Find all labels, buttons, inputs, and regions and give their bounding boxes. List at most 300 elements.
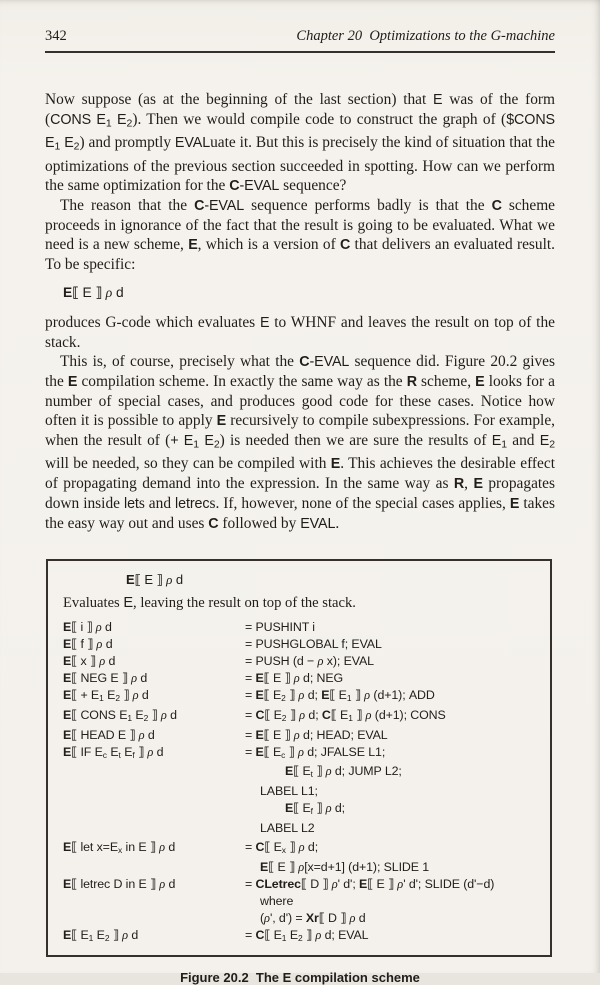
text-segment: = PUSHGLOBAL f; EVAL: [245, 636, 382, 651]
text-segment: d; NEG: [299, 670, 344, 685]
text-segment: 2: [104, 932, 110, 943]
rule-rhs: [245, 727, 540, 744]
text-segment: ρ: [298, 859, 305, 874]
rule-rhs-line: [245, 763, 540, 783]
text-segment: followed by: [218, 514, 301, 532]
text-segment: ⟧: [149, 876, 160, 891]
text-segment: x); EVAL: [323, 653, 374, 668]
text-segment: d; JUMP L2;: [331, 764, 402, 779]
text-segment: E⟦: [63, 653, 81, 668]
figure-description: [63, 595, 540, 612]
text-segment: ⟧: [316, 764, 326, 779]
rule-rhs: [245, 653, 540, 670]
text-segment: ⟧: [288, 744, 298, 759]
text-segment: ρ: [298, 687, 305, 702]
text-segment: =: [245, 727, 256, 742]
rule-lhs: [63, 727, 245, 744]
text-segment: x: [117, 844, 123, 855]
text-segment: ⟧: [121, 670, 132, 685]
rule-rhs-line: [245, 653, 540, 670]
text-segment: , leaving the result on top of the stack.: [133, 594, 356, 611]
rule-lhs: [63, 927, 245, 947]
text-segment: letrec D in E: [80, 876, 150, 891]
text-segment: + E: [80, 687, 100, 702]
rule-lhs: [63, 744, 245, 764]
text-segment: ρ: [138, 727, 145, 742]
text-segment: E: [120, 744, 133, 759]
text-segment: ⟧: [387, 876, 398, 891]
text-segment: E: [376, 876, 388, 891]
rule-row: [63, 653, 540, 670]
text-segment: ρ: [264, 910, 270, 925]
text-segment: -EVAL: [204, 197, 245, 214]
text-segment: E⟦: [285, 764, 303, 779]
text-segment: E⟦: [255, 670, 273, 685]
rule-row: [63, 839, 540, 876]
text-segment: f: [80, 636, 88, 651]
text-segment: =: [245, 687, 256, 702]
rule-row: [63, 687, 540, 707]
text-segment: d: [165, 876, 176, 891]
text-segment: E⟦: [63, 636, 81, 651]
text-segment: C⟦: [255, 927, 274, 942]
text-segment: ⟧: [149, 840, 160, 855]
text-segment: E: [272, 670, 285, 685]
text-segment: 1: [193, 438, 200, 450]
rule-lhs: [63, 670, 245, 687]
rule-row: [63, 670, 540, 687]
text-segment: ρ: [365, 707, 372, 722]
text-segment: ρ: [331, 876, 338, 891]
text-segment: C⟦: [255, 840, 274, 855]
text-segment: E: [340, 707, 349, 722]
text-segment: d: [172, 571, 184, 587]
text-segment: sequence?: [279, 176, 347, 194]
paragraph: [45, 313, 555, 352]
text-segment: ρ: [315, 927, 322, 942]
rule-lhs: [63, 636, 245, 653]
text-segment: d: [105, 653, 116, 668]
text-segment: , which is a version of: [197, 235, 341, 253]
rule-row: [63, 707, 540, 727]
text-segment: 2: [298, 932, 303, 943]
text-segment: =: [245, 707, 256, 722]
text-segment: E: [433, 92, 443, 108]
text-segment: ρ: [293, 670, 300, 685]
text-segment: E: [107, 744, 119, 759]
text-segment: scheme proceeds in ignorance of the fact that the result is going to be evaluated. What we need is a new scheme,: [45, 196, 555, 253]
text-segment: E⟦: [63, 876, 81, 891]
rule-rhs: [245, 636, 540, 653]
text-segment: E: [273, 707, 282, 722]
text-segment: E⟦: [260, 859, 278, 874]
text-segment: x: [281, 844, 287, 855]
text-segment: in E: [122, 840, 150, 855]
text-segment: E: [82, 284, 96, 300]
text-segment: This is, of course, precisely what the: [60, 352, 300, 370]
text-segment: 1: [54, 141, 61, 153]
text-segment: 2: [213, 438, 220, 450]
text-segment: -EVAL: [239, 177, 280, 194]
text-segment: ⟧: [284, 727, 294, 742]
text-segment: d: [102, 636, 113, 651]
text-segment: let x=E: [80, 840, 118, 855]
text-segment: NEG E: [80, 670, 122, 685]
text-segment: E: [539, 432, 550, 449]
rule-rhs-line: [245, 707, 540, 727]
text-segment: ⟧: [156, 571, 167, 587]
text-segment: The reason that the: [60, 196, 195, 214]
text-segment: ⟧: [289, 707, 300, 722]
figure-caption: Figure 20.2 The E compilation scheme: [180, 969, 420, 985]
text-segment: d: [355, 910, 366, 925]
text-segment: ρ: [159, 840, 166, 855]
rule-rhs-line: [245, 800, 540, 820]
text-segment: ⟧: [138, 744, 148, 759]
page-number: 342: [45, 28, 67, 44]
rule-lhs: [63, 707, 245, 727]
text-segment: 2: [143, 712, 149, 723]
text-segment: E⟦: [63, 687, 81, 702]
text-segment: 1: [281, 932, 287, 943]
text-segment: D: [310, 876, 323, 891]
text-segment: d: [144, 727, 155, 742]
text-segment: Evaluates: [63, 594, 124, 611]
text-segment: C: [340, 236, 351, 253]
text-segment: E: [277, 859, 289, 874]
text-segment: ⟧: [86, 619, 96, 634]
text-segment: ) is needed then we are sure the results of: [219, 431, 492, 449]
paragraph: [45, 196, 555, 274]
text-segment: ρ: [364, 687, 371, 702]
text-segment: E: [302, 801, 311, 816]
text-segment: f: [310, 806, 313, 817]
figure-heading: [126, 572, 540, 588]
text-segment: ⟧: [354, 687, 365, 702]
text-segment: ⟧: [284, 670, 294, 685]
text-segment: ρ: [293, 727, 300, 742]
running-head: Chapter 20 Optimizations to the G-machine: [296, 28, 555, 44]
text-segment: ⟧: [151, 707, 161, 722]
text-segment: c: [281, 749, 286, 760]
text-segment: ρ: [99, 653, 106, 668]
rule-lhs: [63, 653, 245, 670]
text-segment: E⟦: [285, 801, 303, 816]
rule-rhs-line: [245, 687, 540, 707]
rule-row: [63, 927, 540, 947]
text-segment: E⟦: [63, 727, 81, 742]
text-segment: ⟧: [123, 687, 133, 702]
text-segment: EVAL: [174, 135, 211, 152]
text-segment: HEAD E: [80, 727, 130, 742]
text-segment: C: [208, 515, 219, 532]
rule-rhs: [245, 670, 540, 687]
text-segment: d;: [305, 707, 322, 722]
text-segment: ' d'; SLIDE (d'−d): [403, 876, 495, 891]
text-segment: E⟦: [63, 619, 81, 634]
text-segment: ⟧: [316, 801, 326, 816]
text-segment: compilation scheme. In exactly the same way as the: [77, 372, 407, 390]
text-segment: E: [272, 744, 282, 759]
text-segment: E: [111, 112, 127, 128]
text-segment: -EVAL: [309, 353, 350, 370]
text-segment: scheme,: [416, 372, 476, 390]
rule-rhs: [245, 876, 540, 927]
text-segment: C: [299, 353, 310, 370]
text-segment: E: [67, 373, 78, 390]
rule-lhs: [63, 687, 245, 707]
text-segment: E: [273, 840, 282, 855]
text-segment: =: [245, 927, 256, 942]
text-segment: ⟧: [289, 840, 299, 855]
text-segment: E⟦: [63, 744, 81, 759]
text-segment: d: [101, 619, 112, 634]
text-segment: ⟧: [356, 707, 366, 722]
text-segment: E⟦: [255, 727, 273, 742]
text-segment: CONS E: [80, 707, 128, 722]
page-header: [45, 28, 555, 53]
rule-rhs-line: [245, 783, 540, 800]
rule-rhs-line: [245, 859, 540, 876]
text-segment: letrec: [175, 495, 210, 512]
text-segment: EVAL: [300, 515, 336, 532]
rule-row: [63, 636, 540, 653]
text-segment: 1: [127, 712, 133, 723]
text-segment: E: [132, 707, 144, 722]
text-segment: and: [507, 431, 540, 449]
text-segment: ⟧: [87, 636, 97, 651]
text-segment: c: [102, 749, 107, 760]
text-segment: ρ: [159, 876, 166, 891]
rule-rhs: [245, 744, 540, 838]
text-segment: ρ: [131, 670, 138, 685]
text-segment: IF E: [80, 744, 103, 759]
text-segment: 2: [549, 438, 556, 450]
rule-rhs: [245, 839, 540, 876]
text-segment: 1: [105, 118, 112, 130]
text-segment: ρ: [349, 910, 356, 925]
text-segment: d;: [304, 687, 322, 702]
rule-rhs: [245, 619, 540, 636]
rule-lhs: [63, 876, 245, 893]
text-segment: ρ: [122, 927, 129, 942]
text-segment: E⟦: [63, 707, 81, 722]
text-segment: (: [260, 910, 265, 925]
figure-box: [46, 559, 552, 957]
text-segment: ρ: [96, 636, 103, 651]
text-segment: 1: [99, 692, 104, 703]
text-segment: 1: [348, 712, 353, 723]
text-segment: E: [103, 687, 116, 702]
text-segment: let: [123, 495, 139, 512]
text-segment: C⟦: [321, 707, 341, 722]
text-segment: E: [286, 927, 298, 942]
text-segment: ρ: [397, 876, 404, 891]
text-segment: C⟦: [255, 707, 274, 722]
rule-rhs-line: [245, 820, 540, 837]
text-segment: d; HEAD; EVAL: [299, 727, 388, 742]
text-segment: =: [245, 670, 256, 685]
text-segment: D: [328, 910, 341, 925]
text-segment: E⟦: [63, 670, 81, 685]
text-segment: t: [118, 749, 121, 760]
text-segment: E⟦: [321, 687, 339, 702]
text-segment: E: [272, 727, 285, 742]
text-segment: d: [112, 284, 124, 300]
text-segment: E: [216, 412, 227, 429]
text-segment: t: [310, 769, 313, 780]
text-segment: C: [491, 197, 502, 214]
text-segment: ρ: [325, 801, 332, 816]
text-segment: E: [199, 432, 214, 449]
text-segment: E: [260, 314, 270, 331]
text-segment: d: [138, 687, 149, 702]
text-segment: LABEL L1;: [260, 784, 318, 799]
paragraph: [45, 90, 555, 196]
paragraph: [45, 352, 555, 534]
text-segment: d; JFALSE L1;: [303, 744, 386, 759]
text-segment: that delivers an evaluated result. To be specific:: [45, 235, 555, 273]
rule-rhs-line: [245, 619, 540, 636]
rule-rhs-line: [245, 744, 540, 764]
text-segment: d: [166, 707, 177, 722]
text-segment: =: [245, 744, 256, 759]
text-segment: 2: [126, 118, 133, 130]
text-segment: E: [80, 927, 89, 942]
text-segment: d: [128, 927, 139, 942]
text-segment: Now suppose (as at the beginning of the last section) that: [45, 91, 434, 108]
text-segment: E: [491, 432, 502, 449]
text-segment: 2: [281, 692, 286, 703]
text-segment: d;: [331, 801, 346, 816]
text-segment: CLetrec⟦: [255, 876, 311, 891]
text-segment: =: [245, 840, 256, 855]
text-segment: ⟧: [289, 687, 299, 702]
text-segment: ⟧: [95, 284, 106, 300]
text-segment: E: [188, 236, 198, 253]
rule-rhs-line: [245, 839, 540, 859]
text-segment: d; EVAL: [321, 927, 369, 942]
text-segment: takes the easy way out and uses: [45, 494, 555, 532]
text-segment: ρ: [317, 653, 324, 668]
text-segment: E⟦: [63, 927, 81, 942]
text-segment: CONS E: [50, 112, 106, 128]
text-segment: (d+1); CONS: [371, 707, 446, 722]
text-segment: E: [330, 455, 341, 472]
text-segment: Xr⟦: [305, 910, 329, 925]
text-segment: d: [153, 744, 164, 759]
rule-rhs: [245, 707, 540, 727]
text-segment: ⟧: [129, 727, 139, 742]
text-segment: ρ: [160, 707, 167, 722]
text-segment: ,: [464, 474, 474, 492]
text-segment: C: [229, 177, 240, 194]
rule-rhs-line: [245, 670, 540, 687]
text-segment: s and: [138, 494, 176, 512]
text-segment: C: [194, 197, 205, 214]
text-segment: R: [453, 475, 465, 492]
text-segment: E: [144, 571, 157, 587]
rule-rhs-line: [245, 927, 540, 947]
text-segment: = PUSHINT i: [245, 619, 315, 634]
text-segment: ρ: [297, 744, 304, 759]
text-segment: ρ: [147, 744, 154, 759]
body-text: [45, 90, 555, 534]
text-segment: recursively to compile subexpressions. For example, when the result of (: [45, 411, 555, 449]
rule-rhs-line: [245, 876, 540, 893]
text-segment: $CONS E: [45, 112, 555, 152]
text-segment: ⟧: [340, 910, 350, 925]
text-segment: E⟦: [255, 744, 273, 759]
rule-row: [63, 744, 540, 838]
text-segment: d;: [304, 840, 319, 855]
text-segment: R: [406, 373, 417, 390]
text-segment: propagates down inside: [45, 474, 556, 512]
text-segment: sequence performs badly is that the: [244, 196, 492, 214]
rule-rhs-line: [245, 727, 540, 744]
text-segment: ', d') =: [269, 910, 306, 925]
rule-lhs: [63, 839, 245, 859]
text-segment: E⟦: [63, 284, 83, 300]
text-segment: .: [335, 514, 340, 532]
text-segment: = PUSH (d −: [245, 653, 318, 668]
text-segment: . This achieves the desirable effect of propagating demand into the expression. In the same way as: [45, 454, 555, 492]
text-segment: d: [137, 670, 148, 685]
text-segment: f: [132, 749, 135, 760]
text-segment: produces G-code which evaluates: [45, 313, 260, 331]
rule-row: [63, 876, 540, 927]
text-segment: ρ: [166, 571, 173, 587]
text-segment: E: [60, 135, 74, 152]
text-segment: ). Then we would compile code to construct the graph of (: [132, 111, 507, 128]
text-segment: E⟦: [126, 571, 145, 587]
text-segment: E⟦: [359, 876, 377, 891]
rule-row: [63, 619, 540, 636]
figure-rules: [63, 619, 540, 947]
text-segment: E: [272, 687, 282, 702]
rule-rhs-line: [245, 636, 540, 653]
text-segment: + E: [170, 432, 194, 449]
text-segment: [x=d+1] (d+1); SLIDE 1: [304, 859, 430, 874]
text-segment: LABEL L2: [260, 821, 315, 836]
text-segment: ρ: [95, 619, 102, 634]
text-segment: E⟦: [63, 840, 81, 855]
text-segment: uate it. But this is precisely the kind of situation that the optimizations of the previous section succeeded in spotting. How can we perform the same optimization for the: [45, 134, 555, 194]
text-segment: ⟧: [288, 859, 299, 874]
text-segment: E: [473, 475, 483, 492]
text-segment: E: [123, 594, 134, 611]
text-segment: ⟧: [112, 927, 123, 942]
text-segment: ⟧: [306, 927, 316, 942]
rule-lhs: [63, 619, 245, 636]
text-segment: =: [245, 876, 256, 891]
text-segment: was of the form (: [45, 91, 555, 128]
rule-row: [63, 727, 540, 744]
text-segment: 2: [73, 141, 80, 153]
text-segment: looks for a number of special cases, and produces good code for these cases. Notice how often it is possible to apply: [45, 372, 556, 429]
text-segment: where: [260, 893, 294, 908]
text-segment: 2: [115, 692, 120, 703]
text-segment: i: [80, 619, 87, 634]
text-segment: ρ: [298, 840, 305, 855]
text-segment: 2: [281, 712, 287, 723]
text-segment: x: [80, 653, 90, 668]
text-segment: 1: [88, 932, 94, 943]
rule-rhs-line: [245, 893, 540, 910]
rule-rhs: [245, 927, 540, 947]
text-segment: s. If, however, none of the special cases applies,: [209, 494, 510, 512]
text-segment: to WHNF and leaves the result on top of the stack.: [45, 313, 555, 351]
